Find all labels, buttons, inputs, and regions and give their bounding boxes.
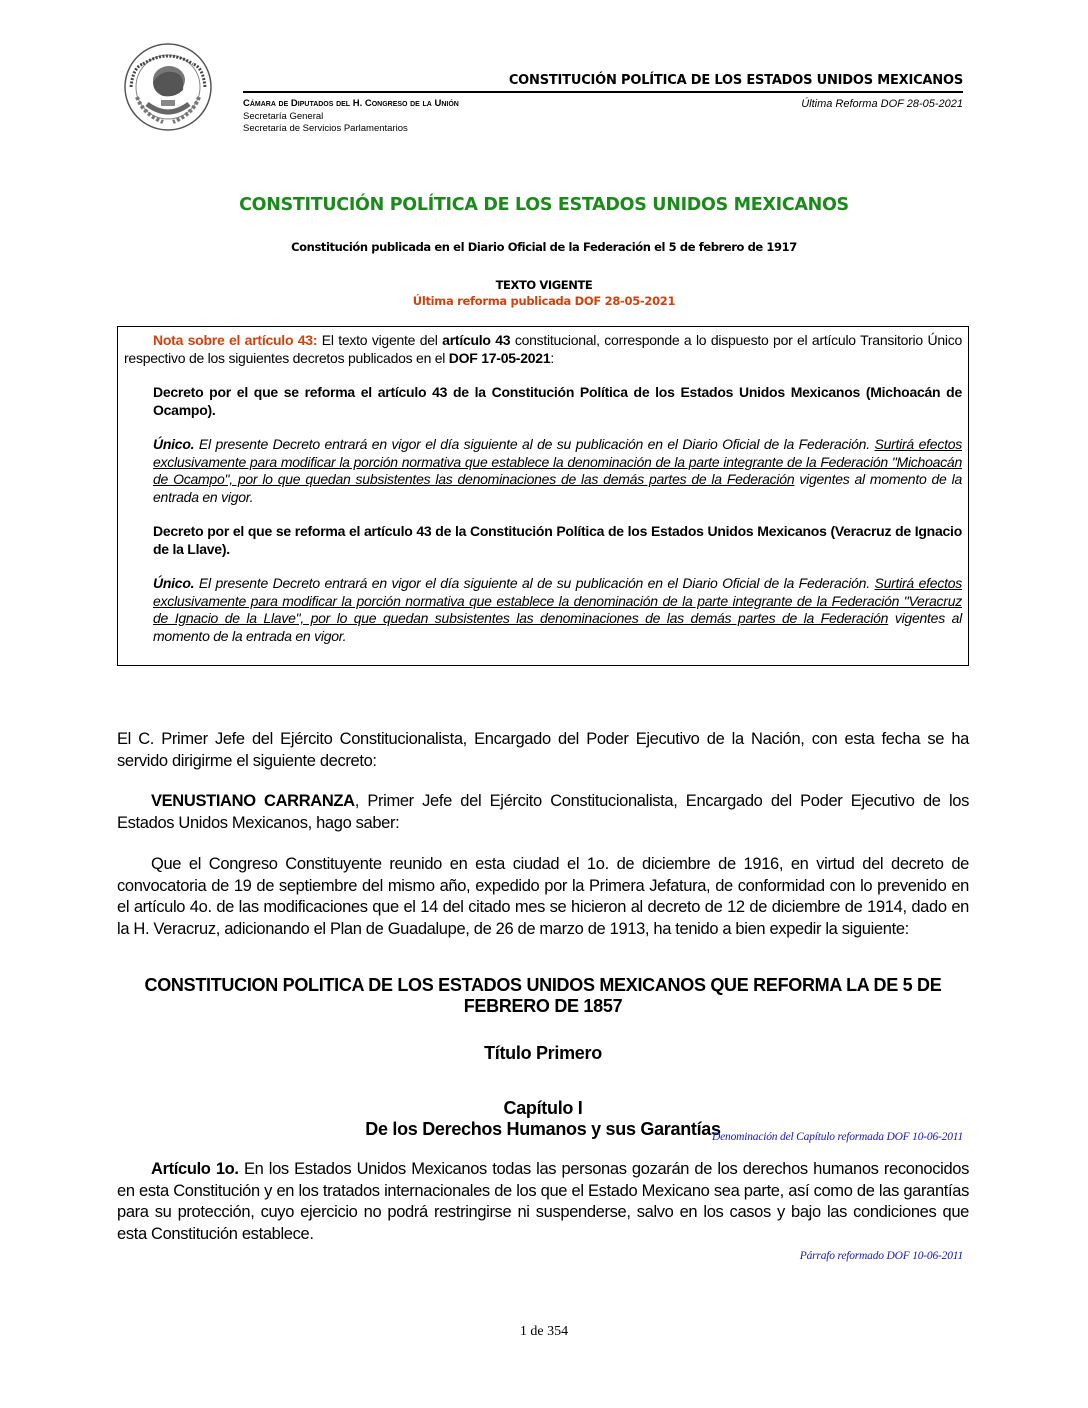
page-number: 1 de 354 bbox=[519, 1324, 569, 1339]
header-org-chamber: Cámara de Diputados del H. Congreso de la Unión bbox=[243, 98, 459, 109]
header-org-servicios-parlamentarios: Secretaría de Servicios Parlamentarios bbox=[243, 123, 408, 134]
note-article-ref: artículo 43 bbox=[442, 332, 511, 348]
note-text: El texto vigente del bbox=[317, 332, 443, 348]
decree-underlined-text: Surtirá efectos exclusivamente para modificar la porción normativa que establece la denominación de la parte integrante de la Federación "Michoacán de Ocampo", por lo que quedan subsistentes las denominaciones de las demás partes de la Federación bbox=[153, 436, 962, 487]
capitulo-reform-annotation: Denominación del Capítulo reformada DOF 10-06-2011 bbox=[712, 1131, 963, 1143]
decree-text: El presente Decreto entrará en vigor el día siguiente al de su publicación en el Diario Oficial de la Federación. bbox=[194, 436, 875, 452]
paragraph-carranza bbox=[117, 791, 969, 834]
capitulo-name-heading: De los Derechos Humanos y sus Garantías bbox=[365, 1119, 721, 1139]
decree-unico-veracruz bbox=[124, 575, 962, 645]
constitution-heading: CONSTITUCION POLITICA DE LOS ESTADOS UNIDOS MEXICANOS QUE REFORMA LA DE 5 DE FEBRERO DE 1857 bbox=[144, 975, 942, 1016]
publication-line: Constitución publicada en el Diario Oficial de la Federación el 5 de febrero de 1917 bbox=[291, 240, 797, 254]
header-divider bbox=[243, 91, 963, 93]
decree-text: vigentes al momento de la entrada en vigor. bbox=[153, 610, 962, 644]
decree-underlined-text: Surtirá efectos exclusivamente para modificar la porción normativa que establece la denominación de la parte integrante de la Federación "Veracruz de Ignacio de la Llave", por lo que quedan subsistentes las denominaciones de las demás partes de la Federación bbox=[153, 575, 962, 626]
header-organization bbox=[243, 98, 459, 136]
note-dof-ref: DOF 17-05-2021 bbox=[448, 349, 551, 366]
carranza-name: VENUSTIANO CARRANZA bbox=[151, 792, 355, 810]
decree-text: vigentes al momento de la entrada en vigor. bbox=[153, 471, 962, 505]
note-label: Nota sobre el artículo 43: bbox=[153, 332, 318, 348]
unico-label: Único. bbox=[153, 436, 195, 452]
ultima-reforma-label: Última reforma publicada DOF 28-05-2021 bbox=[412, 294, 676, 308]
note-intro bbox=[124, 332, 962, 367]
capitulo-heading: Capítulo I bbox=[503, 1098, 583, 1118]
titulo-heading: Título Primero bbox=[484, 1043, 602, 1063]
decree-title-veracruz: Decreto por el que se reforma el artículo 43 de la Constitución Política de los Estados Unidos Mexicanos (Veracruz de Ignacio de la Llave). bbox=[153, 523, 962, 557]
decree-text: El presente Decreto entrará en vigor el día siguiente al de su publicación en el Diario Oficial de la Federación. bbox=[194, 575, 875, 591]
article-1-reform-annotation: Párrafo reformado DOF 10-06-2011 bbox=[799, 1250, 963, 1262]
texto-vigente-label: TEXTO VIGENTE bbox=[495, 278, 593, 292]
paragraph-primer-jefe: El C. Primer Jefe del Ejército Constitucionalista, Encargado del Poder Ejecutivo de la Nación, con esta fecha se ha servido dirigirme el siguiente decreto: bbox=[117, 730, 969, 770]
article-1-text: En los Estados Unidos Mexicanos todas las personas gozarán de los derechos humanos reconocidos en esta Constitución y en los tratados internacionales de los que el Estado Mexicano sea parte, así como de las garantías para su protección, cuyo ejercicio no podrá restringirse ni suspenderse, salvo en los casos y bajo las condiciones que esta Constitución establece. bbox=[117, 1160, 970, 1243]
paragraph-congreso: Que el Congreso Constituyente reunido en esta ciudad el 1o. de diciembre de 1916, en virtud del decreto de convocatoria de 19 de septiembre del mismo año, expedido por la Primera Jefatura, de conformidad con lo prevenido en el artículo 4o. de las modificaciones que el 14 del citado mes se hicieron al decreto de 12 de diciembre de 1914, dado en la H. Veracruz, adicionando el Plan de Guadalupe, de 26 de marzo de 1913, ha tenido a bien expedir la siguiente: bbox=[117, 855, 969, 938]
paragraph-text: , Primer Jefe del Ejército Constitucionalista, Encargado del Poder Ejecutivo de los Estados Unidos Mexicanos, hago saber: bbox=[117, 792, 969, 832]
note-box-article-43 bbox=[117, 326, 969, 666]
article-1 bbox=[117, 1159, 969, 1245]
header-last-reform: Última Reforma DOF 28-05-2021 bbox=[801, 98, 963, 110]
unico-label: Único. bbox=[153, 575, 195, 591]
article-1-label: Artículo 1o. bbox=[151, 1160, 239, 1178]
decree-unico-michoacan bbox=[124, 436, 962, 506]
header-org-secretaria-general: Secretaría General bbox=[243, 110, 324, 122]
main-title: CONSTITUCIÓN POLÍTICA DE LOS ESTADOS UNIDOS MEXICANOS bbox=[239, 195, 849, 215]
mexican-seal-icon bbox=[123, 42, 213, 132]
note-text: constitucional, corresponde a lo dispuesto por el artículo Transitorio Único respectivo de los siguientes decretos publicados en el bbox=[124, 332, 963, 366]
note-text: : bbox=[550, 349, 554, 366]
decree-title-michoacan: Decreto por el que se reforma el artículo 43 de la Constitución Política de los Estados Unidos Mexicanos (Michoacán de Ocampo). bbox=[153, 384, 962, 418]
header-document-title: CONSTITUCIÓN POLÍTICA DE LOS ESTADOS UNIDOS MEXICANOS bbox=[508, 73, 963, 88]
